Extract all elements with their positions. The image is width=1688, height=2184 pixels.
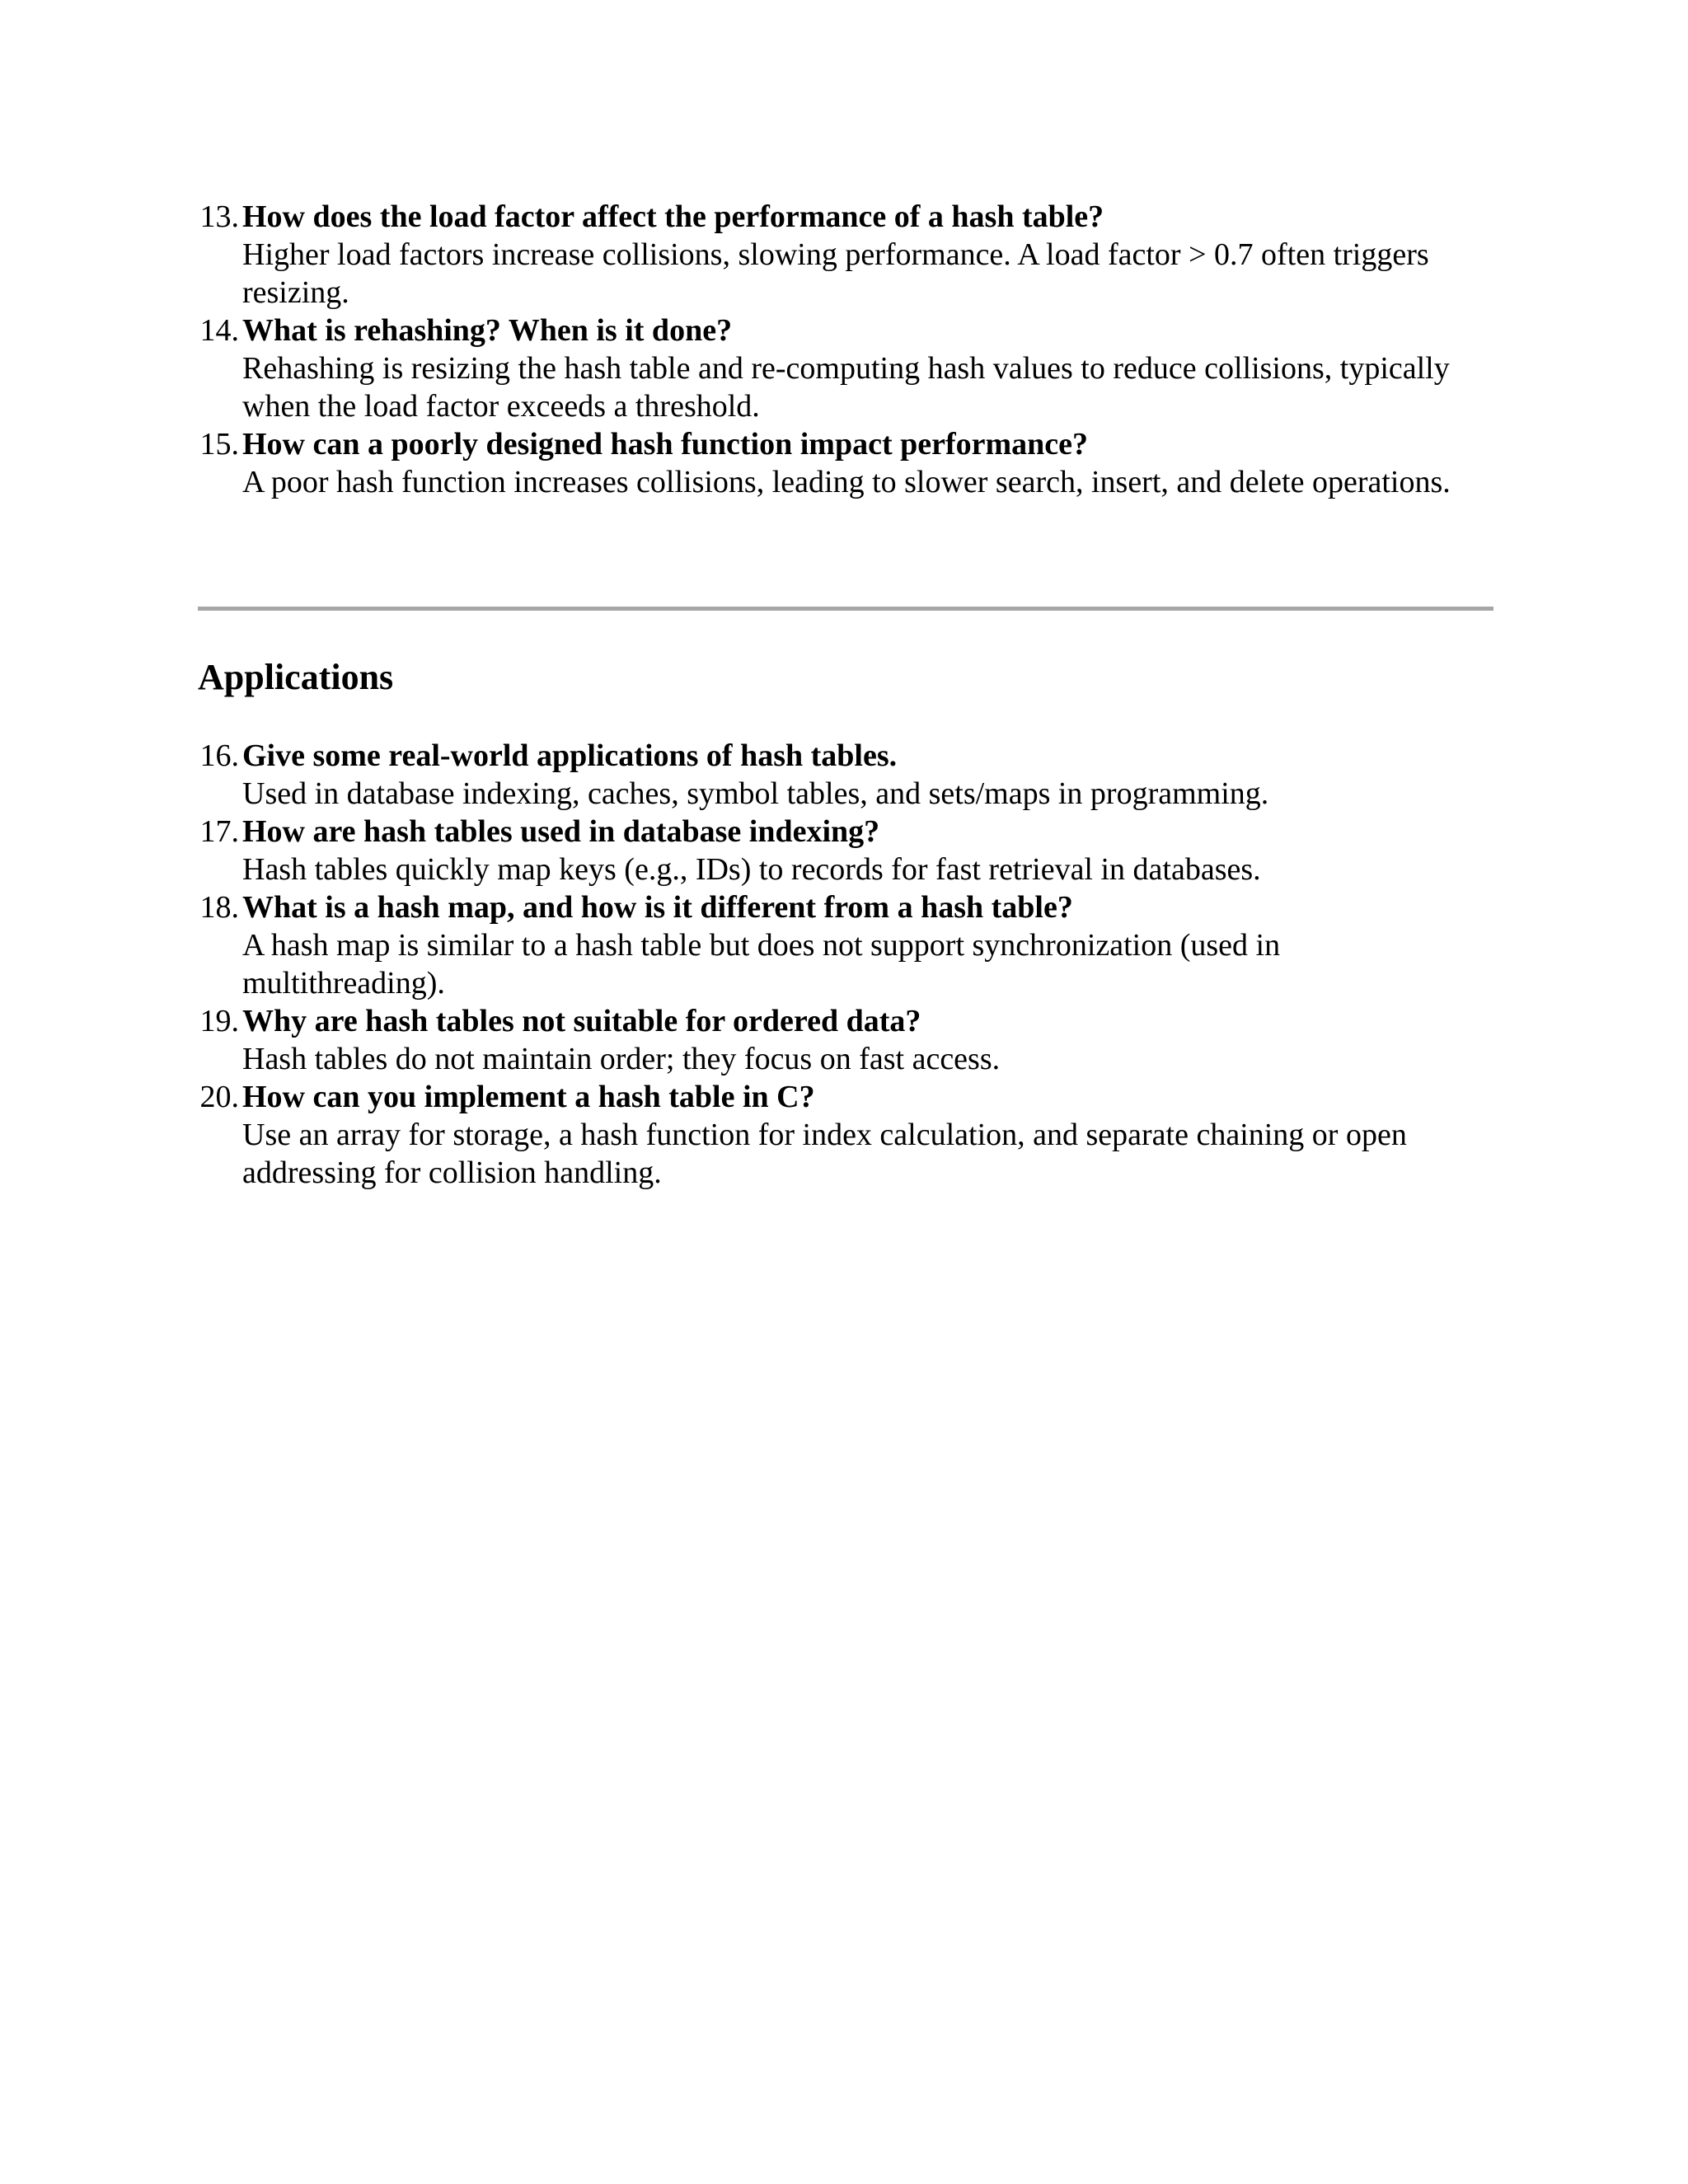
qa-item-18 — [199, 888, 1479, 1002]
qa-answer: Hash tables do not maintain order; they focus on fast access. — [242, 1042, 1001, 1076]
qa-number: 17. — [199, 814, 239, 849]
qa-question: How can you implement a hash table in C? — [242, 1080, 815, 1114]
qa-item-15 — [199, 425, 1479, 501]
qa-answer: Use an array for storage, a hash function for index calculation, and separate chaining or open addressing for collision handling. — [242, 1118, 1407, 1190]
qa-answer: Used in database indexing, caches, symbol tables, and sets/maps in programming. — [242, 776, 1269, 811]
qa-number: 14. — [199, 313, 239, 348]
qa-question: What is a hash map, and how is it different from a hash table? — [242, 890, 1073, 925]
qa-question: Give some real-world applications of hash tables. — [242, 738, 898, 773]
qa-item-13 — [199, 198, 1479, 312]
qa-question: How are hash tables used in database indexing? — [242, 814, 880, 849]
qa-number: 19. — [199, 1004, 239, 1038]
qa-number: 15. — [199, 427, 239, 462]
qa-item-19 — [199, 1002, 1479, 1078]
qa-answer: Rehashing is resizing the hash table and re-computing hash values to reduce collisions, typically when the load factor exceeds a threshold. — [242, 351, 1450, 424]
qa-answer: A poor hash function increases collisions, leading to slower search, insert, and delete operations. — [242, 465, 1451, 499]
qa-item-17 — [199, 813, 1479, 888]
qa-item-16 — [199, 737, 1479, 813]
qa-number: 18. — [199, 890, 239, 925]
qa-answer: Hash tables quickly map keys (e.g., IDs) to records for fast retrieval in databases. — [242, 852, 1261, 887]
qa-question: What is rehashing? When is it done? — [242, 313, 733, 348]
qa-number: 16. — [199, 738, 239, 773]
qa-answer: A hash map is similar to a hash table but does not support synchronization (used in multithreading). — [242, 928, 1281, 1001]
qa-question: Why are hash tables not suitable for ordered data? — [242, 1004, 921, 1038]
section-divider — [198, 607, 1493, 611]
section-heading-applications: Applications — [198, 657, 394, 697]
qa-item-14 — [199, 312, 1479, 425]
qa-question: How does the load factor affect the performance of a hash table? — [242, 199, 1104, 234]
qa-list-top — [199, 198, 1479, 501]
qa-number: 13. — [199, 199, 239, 234]
qa-number: 20. — [199, 1080, 239, 1114]
qa-list-applications — [199, 737, 1479, 1192]
qa-answer: Higher load factors increase collisions, slowing performance. A load factor > 0.7 often triggers resizing. — [242, 237, 1429, 310]
qa-item-20 — [199, 1078, 1479, 1192]
qa-question: How can a poorly designed hash function impact performance? — [242, 427, 1088, 462]
